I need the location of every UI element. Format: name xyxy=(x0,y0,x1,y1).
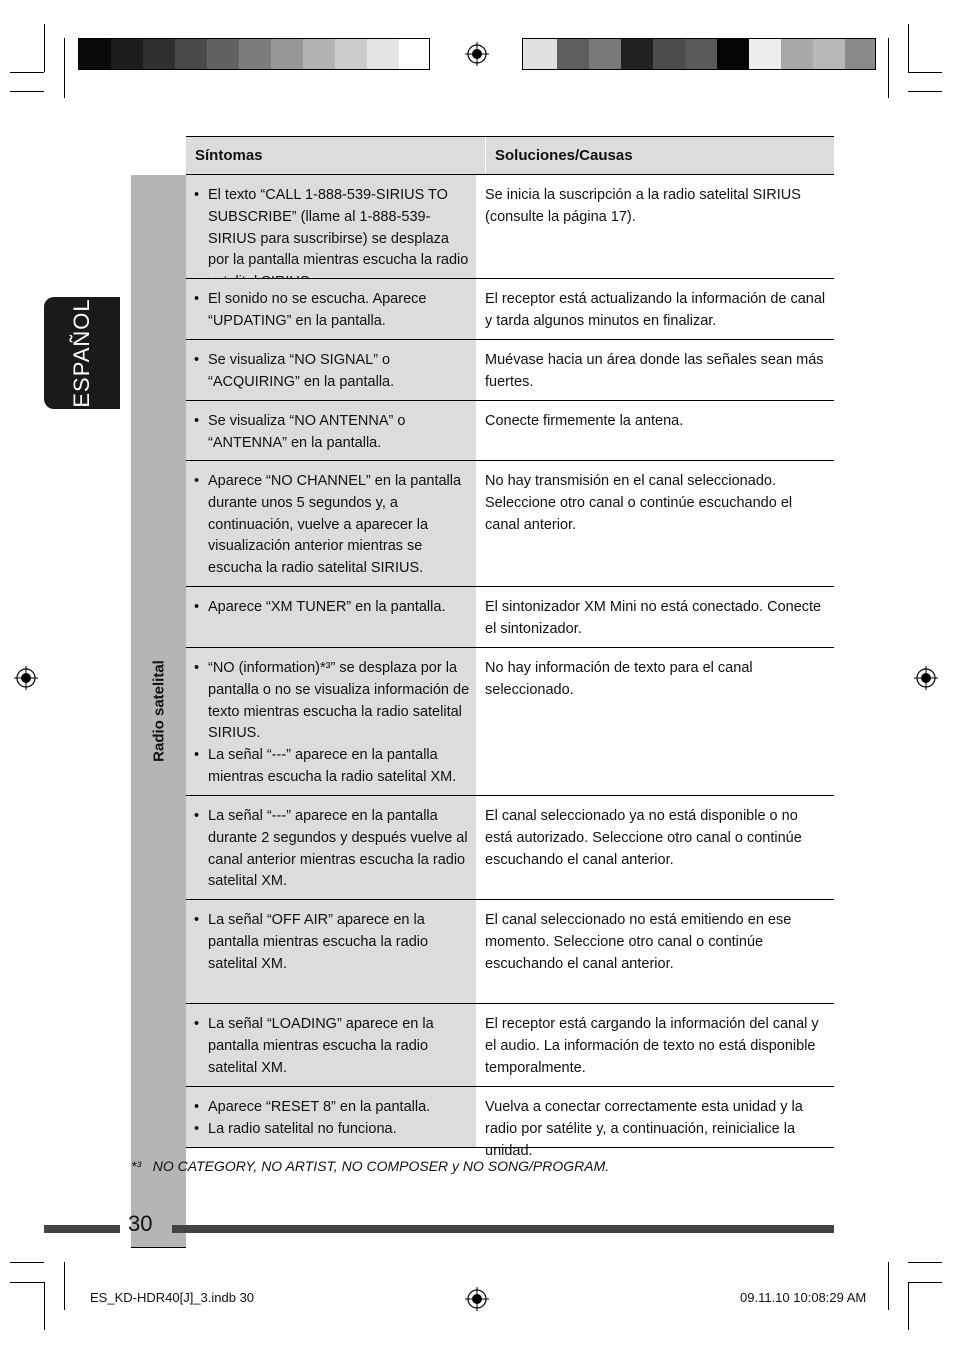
table-row xyxy=(186,1004,834,1087)
table-row xyxy=(186,340,834,401)
symptom-text: Aparece “RESET 8” en la pantalla. xyxy=(208,1099,431,1115)
header-symptoms: Síntomas xyxy=(195,147,263,164)
bullet-icon: • xyxy=(194,1099,200,1115)
crop-mark xyxy=(10,91,44,92)
solution-cell: El receptor está actualizando la información de canal y tarda algunos minutos en finalizar. xyxy=(485,291,826,329)
symptom-text: Aparece “NO CHANNEL” en la pantalla durante unos 5 segundos y, a continuación, vuelve a aparecer la visualización anterior mientras se escucha la radio satelital SIRIUS. xyxy=(208,473,462,577)
solution-cell: Conecte firmemente la antena. xyxy=(485,413,684,429)
symptom-cell xyxy=(186,401,476,460)
crop-mark xyxy=(64,1262,65,1310)
table-header xyxy=(186,136,834,175)
symptom-cell xyxy=(186,587,476,647)
grayscale-bar-right xyxy=(522,38,876,70)
symptom-text: Aparece “XM TUNER” en la pantalla. xyxy=(208,599,446,615)
symptom-text: El sonido no se escucha. Aparece “UPDATING” en la pantalla. xyxy=(208,291,427,329)
footnote xyxy=(131,1158,609,1174)
symptom-item xyxy=(194,185,470,294)
header-solutions: Soluciones/Causas xyxy=(485,137,834,174)
table-row xyxy=(186,401,834,461)
symptom-text: La señal “---” aparece en la pantalla durante 2 segundos y después vuelve al canal anterior mientras escucha la radio satelital XM. xyxy=(208,808,468,890)
symptom-text: El texto “CALL 1-888-539-SIRIUS TO SUBSCRIBE” (llame al 1-888-539-SIRIUS para suscribirse) se desplaza por la pantalla mientras escucha la radio xyxy=(208,187,469,269)
symptom-text: La radio satelital no funciona. xyxy=(208,1120,397,1137)
registration-mark-icon xyxy=(914,666,938,690)
bullet-icon: • xyxy=(194,352,200,368)
symptom-item xyxy=(194,745,470,789)
page-rule-left xyxy=(44,1225,120,1233)
solution-cell: El canal seleccionado ya no está disponible o no está autorizado. Seleccione otro canal o continúe escuchando el canal anterior. xyxy=(485,808,802,868)
symptom-item xyxy=(194,289,470,333)
table-row xyxy=(186,279,834,340)
crop-mark xyxy=(44,24,45,72)
page-rule-right xyxy=(172,1225,834,1233)
table-row xyxy=(186,587,834,648)
solution-cell: El receptor está cargando la información del canal y el audio. La información de texto no está disponible temporalmente. xyxy=(485,1016,819,1076)
page-number: 30 xyxy=(128,1211,153,1236)
symptom-cell xyxy=(186,900,476,1003)
footnote-mark: *³ xyxy=(131,1158,142,1174)
symptom-item xyxy=(194,471,470,580)
symptom-cell xyxy=(186,461,476,586)
table-row xyxy=(186,461,834,587)
solution-cell: Se inicia la suscripción a la radio satelital SIRIUS (consulte la página 17). xyxy=(485,187,801,225)
symptom-cell xyxy=(186,648,476,795)
crop-mark xyxy=(908,91,942,92)
symptom-item xyxy=(194,658,470,745)
registration-mark-icon xyxy=(14,666,38,690)
bullet-icon: • xyxy=(194,808,200,824)
crop-mark xyxy=(10,72,44,73)
bullet-icon: • xyxy=(194,660,200,676)
symptom-item xyxy=(194,1014,470,1079)
solution-cell: Muévase hacia un área donde las señales sean más fuertes. xyxy=(485,352,824,390)
bullet-icon: • xyxy=(194,599,200,615)
footnote-text: NO CATEGORY, NO ARTIST, NO COMPOSER y NO SONG/PROGRAM. xyxy=(152,1158,610,1174)
symptom-item xyxy=(194,350,470,394)
table-row xyxy=(186,796,834,900)
symptom-text: La señal “---” aparece en la pantalla mientras escucha la radio satelital XM. xyxy=(208,747,457,785)
solution-cell: Vuelva a conectar correctamente esta unidad y la radio por satélite y, a continuación, reinicialice la unidad. xyxy=(485,1099,803,1159)
table-row xyxy=(186,175,834,279)
grayscale-bar-left xyxy=(78,38,430,70)
bullet-icon: • xyxy=(194,291,200,307)
language-tab-label: ESPAÑOL xyxy=(69,298,94,408)
symptom-cell xyxy=(186,796,476,899)
symptom-item xyxy=(194,597,470,619)
solution-cell: No hay transmisión en el canal seleccionado. Seleccione otro canal o continúe escuchando el canal anterior. xyxy=(485,473,793,533)
symptom-text: Se visualiza “NO SIGNAL” o “ACQUIRING” en la pantalla. xyxy=(208,352,395,390)
symptom-text: “NO (information)*³” se desplaza por la pantalla o no se visualiza información de texto mientras escucha la radio satelital SIRIUS. xyxy=(208,660,470,742)
symptom-item xyxy=(194,1097,470,1119)
bullet-icon: • xyxy=(194,747,200,764)
bullet-icon: • xyxy=(194,413,200,429)
bullet-icon: • xyxy=(194,187,200,203)
symptom-cell xyxy=(186,1087,476,1147)
crop-mark xyxy=(908,1262,942,1263)
table-row xyxy=(186,900,834,1004)
bullet-icon: • xyxy=(194,1016,200,1032)
registration-mark-icon xyxy=(465,42,489,66)
solution-cell: No hay información de texto para el canal seleccionado. xyxy=(485,660,753,698)
symptom-text: Se visualiza “NO ANTENNA” o “ANTENNA” en la pantalla. xyxy=(208,413,406,451)
crop-mark xyxy=(10,1282,44,1283)
crop-mark xyxy=(888,38,889,98)
symptom-cell xyxy=(186,340,476,400)
crop-mark xyxy=(44,1282,45,1330)
bullet-icon: • xyxy=(194,1120,200,1137)
crop-mark xyxy=(908,24,909,72)
crop-mark xyxy=(10,1262,44,1263)
symptom-cell xyxy=(186,175,476,278)
category-column xyxy=(131,175,186,1248)
symptom-item xyxy=(194,411,470,455)
symptom-text: La señal “LOADING” aparece en la pantalla mientras escucha la radio satelital XM. xyxy=(208,1016,434,1076)
symptom-item xyxy=(194,910,470,975)
bullet-icon: • xyxy=(194,912,200,928)
language-tab xyxy=(44,297,120,409)
crop-mark xyxy=(888,1262,889,1310)
symptom-cell xyxy=(186,1004,476,1086)
symptom-item xyxy=(194,1119,470,1141)
registration-mark-icon xyxy=(465,1287,489,1311)
crop-mark xyxy=(64,38,65,98)
crop-mark xyxy=(908,72,942,73)
crop-mark xyxy=(908,1282,909,1330)
symptom-text: La señal “OFF AIR” aparece en la pantalla mientras escucha la radio satelital XM. xyxy=(208,912,429,972)
symptom-item xyxy=(194,806,470,893)
symptom-cell xyxy=(186,279,476,339)
category-label: Radio satelital xyxy=(150,660,167,762)
solution-cell: El canal seleccionado no está emitiendo en ese momento. Seleccione otro canal o continúe escuchando el canal anterior. xyxy=(485,912,792,972)
slug-file: ES_KD-HDR40[J]_3.indb 30 xyxy=(90,1290,255,1305)
table-row xyxy=(186,648,834,796)
table-row xyxy=(186,1087,834,1159)
solution-cell: El sintonizador XM Mini no está conectado. Conecte el sintonizador. xyxy=(485,599,822,637)
bullet-icon: • xyxy=(194,473,200,489)
slug-date: 09.11.10 10:08:29 AM xyxy=(740,1290,867,1305)
crop-mark xyxy=(908,1282,942,1283)
